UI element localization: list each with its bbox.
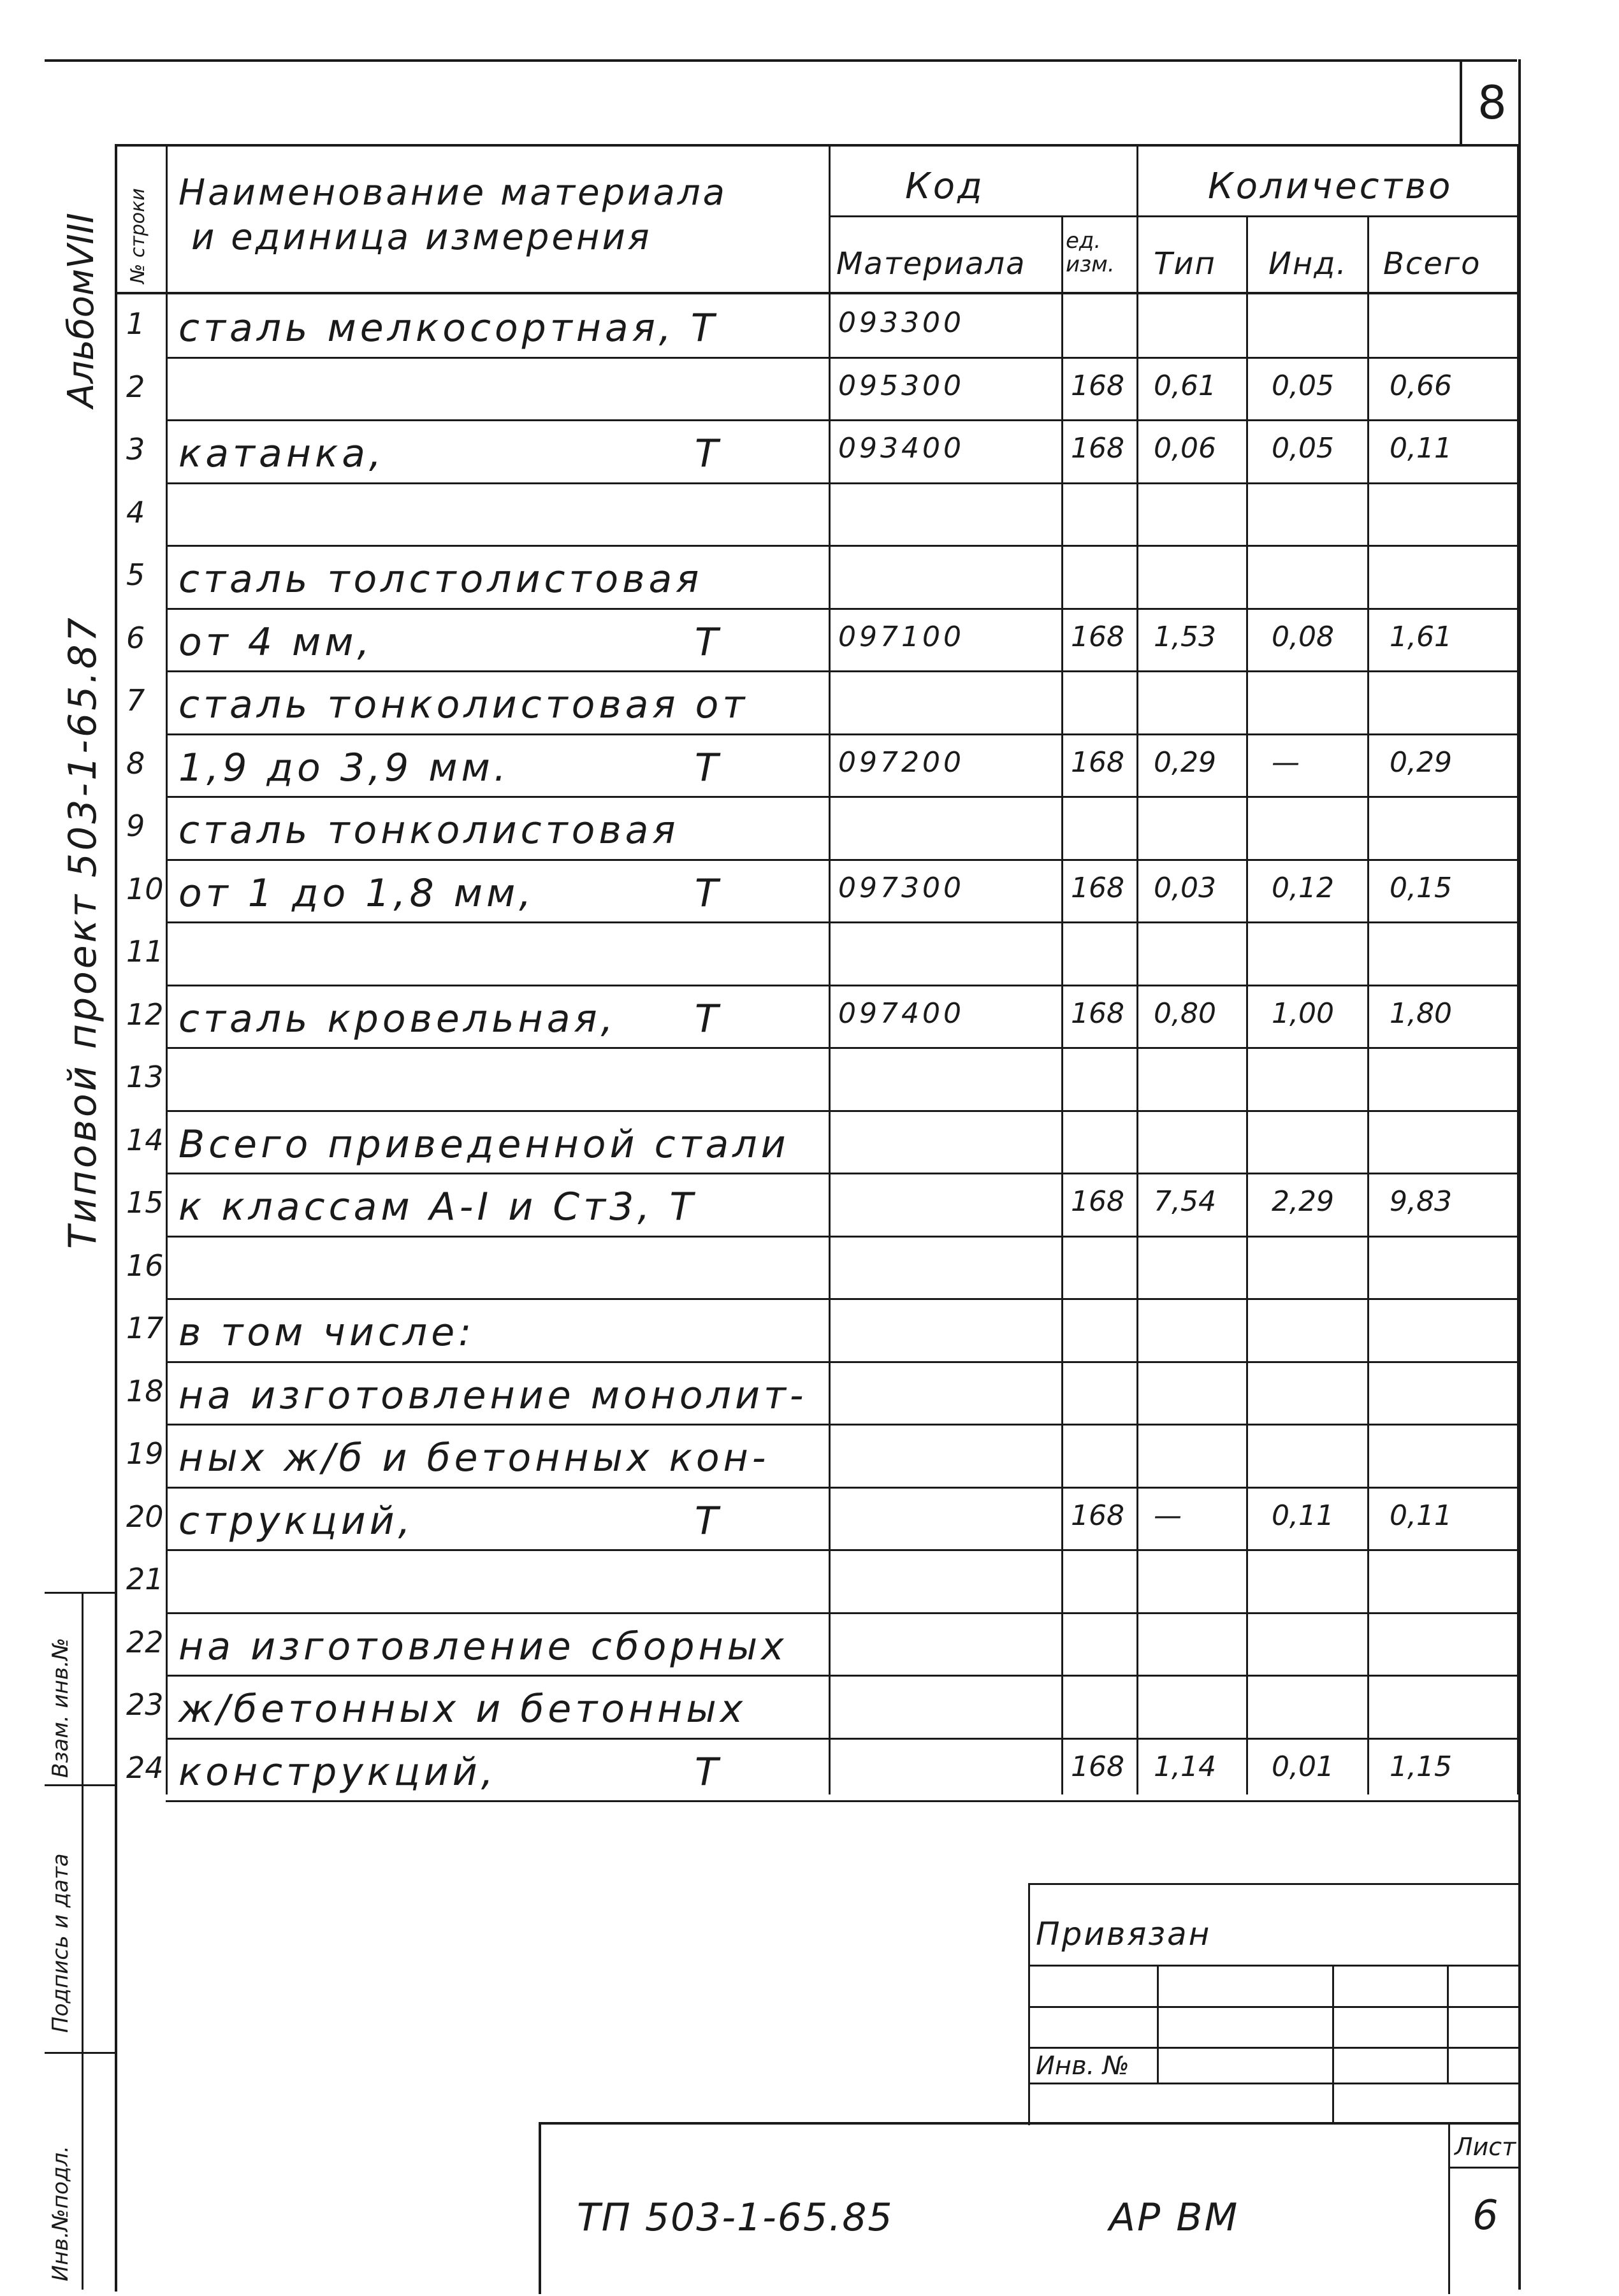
margin-album-label: АльбомVIII — [61, 212, 102, 408]
row-qty-tip: 0,03 — [1154, 871, 1216, 904]
top-border-line — [45, 59, 1517, 62]
sheet-box-left — [1448, 2122, 1450, 2294]
row-code: 097400 — [838, 997, 964, 1030]
header-qty-group: Количество — [1208, 166, 1453, 207]
row-name: катанка, — [178, 431, 386, 476]
name-col-line — [829, 144, 831, 1794]
stamp-privyazan: Привязан — [1036, 1916, 1212, 1953]
row-number: 9 — [126, 809, 145, 843]
row-name: сталь толстолистовая — [178, 557, 703, 602]
header-qty-tip: Тип — [1154, 246, 1216, 282]
header-name-line1: Наименование материала — [178, 172, 727, 213]
row-unit: 168 — [1071, 1750, 1124, 1783]
row-name: на изготовление монолит- — [178, 1373, 808, 1418]
row-name: от 4 мм, — [178, 619, 374, 665]
stamp-col-c — [1447, 1965, 1449, 2083]
row-qty-tip: 7,54 — [1154, 1185, 1216, 1218]
row-qty-ind: — — [1272, 746, 1300, 779]
row-unit-letter: Т — [695, 996, 722, 1041]
tip-col-line — [1136, 144, 1138, 1794]
row-separator — [166, 1675, 1519, 1677]
row-unit-letter: Т — [695, 870, 722, 916]
page-number-box-left — [1460, 59, 1462, 145]
row-name: конструкций, — [178, 1749, 497, 1794]
table-right-line — [1517, 144, 1519, 1794]
row-number: 18 — [126, 1373, 164, 1408]
row-unit-letter: Т — [695, 431, 722, 476]
row-unit: 168 — [1071, 432, 1124, 465]
header-name-line2: и единица измерения — [191, 217, 652, 258]
row-name: струкций, — [178, 1498, 414, 1543]
margin-vzam-inv: Взам. инв.№ — [48, 1637, 73, 1778]
row-qty-total: 9,83 — [1390, 1185, 1452, 1218]
row-qty-total: 0,29 — [1390, 746, 1452, 779]
header-mid-line — [829, 215, 1519, 217]
row-name: в том числе: — [178, 1310, 476, 1355]
row-unit-letter: Т — [695, 1749, 722, 1794]
row-number: 11 — [126, 934, 164, 969]
row-unit: 168 — [1071, 997, 1124, 1030]
header-row-no: № строки — [127, 188, 149, 284]
row-name: Всего приведенной стали — [178, 1122, 790, 1167]
titleblock-top — [539, 2122, 1519, 2125]
row-code: 097300 — [838, 871, 964, 904]
row-number: 2 — [126, 369, 145, 404]
row-separator — [166, 357, 1519, 359]
row-separator — [166, 1236, 1519, 1238]
row-qty-ind: 1,00 — [1272, 997, 1334, 1030]
row-name: сталь тонколистовая — [178, 808, 679, 853]
row-number: 21 — [126, 1562, 164, 1596]
stamp-inv-no: Инв. № — [1036, 2051, 1129, 2081]
row-number: 7 — [126, 683, 145, 718]
row-number: 16 — [126, 1248, 164, 1283]
row-separator — [166, 1110, 1519, 1112]
row-separator — [166, 1173, 1519, 1174]
stamp-line-d — [1028, 2083, 1519, 2084]
row-unit: 168 — [1071, 369, 1124, 402]
header-code-unit: ед. изм. — [1066, 228, 1115, 278]
row-unit: 168 — [1071, 746, 1124, 779]
row-qty-total: 0,11 — [1390, 1499, 1452, 1532]
row-separator — [166, 1361, 1519, 1363]
row-qty-total: 0,15 — [1390, 871, 1452, 904]
row-qty-ind: 0,11 — [1272, 1499, 1334, 1532]
row-qty-tip: 1,14 — [1154, 1750, 1216, 1783]
row-code: 095300 — [838, 369, 964, 402]
row-separator — [166, 1738, 1519, 1740]
row-unit: 168 — [1071, 1499, 1124, 1532]
row-qty-total: 0,11 — [1390, 432, 1452, 465]
row-separator — [166, 545, 1519, 547]
row-separator — [166, 796, 1519, 798]
total-col-line — [1367, 217, 1369, 1794]
margin-project-label: Типовой проект 503-1-65.87 — [61, 615, 105, 1249]
row-name: сталь кровельная, — [178, 996, 617, 1041]
row-separator — [166, 482, 1519, 484]
row-unit-letter: Т — [695, 745, 722, 790]
row-separator — [166, 859, 1519, 861]
header-qty-ind: Инд. — [1268, 246, 1347, 282]
row-number: 17 — [126, 1311, 164, 1345]
margin-stamp-col — [82, 1592, 83, 2290]
row-code: 093400 — [838, 432, 964, 465]
table-top-line — [115, 144, 1521, 147]
row-qty-tip: 1,53 — [1154, 620, 1216, 653]
row-qty-tip: 0,61 — [1154, 369, 1216, 402]
stamp-line-b — [1028, 2006, 1519, 2008]
row-separator — [166, 921, 1519, 923]
header-code-group: Код — [905, 166, 985, 207]
row-code: 097100 — [838, 620, 964, 653]
header-qty-total: Всего — [1383, 246, 1481, 282]
stamp-col-a — [1157, 1965, 1159, 2083]
stamp-outer-top — [1028, 1883, 1519, 1885]
row-unit-letter: Т — [695, 619, 722, 665]
row-number: 24 — [126, 1750, 164, 1785]
row-number: 6 — [126, 620, 145, 655]
row-qty-tip: 0,80 — [1154, 997, 1216, 1030]
row-name: ных ж/б и бетонных кон- — [178, 1436, 770, 1480]
row-number: 12 — [126, 997, 164, 1032]
row-separator — [166, 1047, 1519, 1049]
row-separator — [166, 670, 1519, 672]
row-qty-tip: — — [1154, 1499, 1182, 1532]
header-bottom-line — [115, 292, 1519, 294]
row-number: 14 — [126, 1122, 164, 1157]
titleblock-sheet-label: Лист — [1455, 2133, 1516, 2161]
row-number: 23 — [126, 1687, 164, 1722]
row-qty-total: 1,15 — [1390, 1750, 1452, 1783]
sheet-box-mid — [1448, 2167, 1519, 2169]
row-qty-tip: 0,29 — [1154, 746, 1216, 779]
left-frame-line — [115, 144, 117, 2292]
row-separator — [166, 985, 1519, 986]
row-separator — [166, 1424, 1519, 1426]
row-name: сталь мелкосортная, Т — [178, 306, 718, 350]
row-number: 5 — [126, 558, 145, 592]
titleblock-left — [539, 2122, 541, 2294]
row-name: 1,9 до 3,9 мм. — [178, 745, 510, 790]
row-separator — [166, 733, 1519, 735]
stamp-outer-left — [1028, 1883, 1030, 2125]
row-qty-total: 0,66 — [1390, 369, 1452, 402]
stamp-line-a — [1028, 1965, 1519, 1967]
page-number: 8 — [1477, 76, 1507, 129]
row-separator — [166, 419, 1519, 421]
row-separator — [166, 608, 1519, 610]
row-qty-total: 1,80 — [1390, 997, 1452, 1030]
row-number: 15 — [126, 1185, 164, 1220]
row-code: 097200 — [838, 746, 964, 779]
row-qty-total: 1,61 — [1390, 620, 1452, 653]
row-separator — [166, 1549, 1519, 1551]
row-code: 093300 — [838, 307, 964, 339]
row-unit-letter: Т — [695, 1498, 722, 1543]
margin-signature-date: Подпись и дата — [48, 1853, 73, 2033]
row-qty-tip: 0,06 — [1154, 432, 1216, 465]
row-name: от 1 до 1,8 мм, — [178, 870, 535, 916]
row-qty-ind: 0,05 — [1272, 432, 1334, 465]
row-number: 4 — [126, 495, 145, 530]
margin-stamp-top-line — [45, 1592, 116, 1594]
stamp-line-c — [1028, 2047, 1519, 2049]
margin-stamp-line-3 — [45, 2052, 116, 2054]
row-unit: 168 — [1071, 871, 1124, 904]
row-qty-ind: 2,29 — [1272, 1185, 1334, 1218]
row-unit: 168 — [1071, 620, 1124, 653]
margin-stamp-line-2 — [45, 1784, 116, 1786]
row-number: 13 — [126, 1060, 164, 1094]
row-number: 3 — [126, 432, 145, 466]
titleblock-sheet-no: 6 — [1472, 2192, 1499, 2239]
row-number: 19 — [126, 1436, 164, 1471]
stamp-col-b — [1332, 1965, 1334, 2124]
row-number: 8 — [126, 746, 145, 781]
row-qty-ind: 0,01 — [1272, 1750, 1334, 1783]
row-number: 10 — [126, 871, 164, 906]
row-number: 1 — [126, 307, 145, 341]
rowno-col-line — [166, 144, 168, 1794]
row-name: к классам А-I и Ст3, Т — [178, 1185, 697, 1229]
row-qty-ind: 0,05 — [1272, 369, 1334, 402]
row-separator — [166, 1298, 1519, 1300]
row-separator — [166, 1800, 1519, 1802]
row-qty-ind: 0,12 — [1272, 871, 1334, 904]
row-separator — [166, 1612, 1519, 1614]
row-unit: 168 — [1071, 1185, 1124, 1218]
titleblock-doc-code: ТП 503-1-65.85 — [577, 2195, 894, 2240]
row-number: 20 — [126, 1499, 164, 1534]
row-name: на изготовление сборных — [178, 1624, 788, 1669]
unit-col-line — [1061, 217, 1063, 1794]
ind-col-line — [1246, 217, 1248, 1794]
header-code-material: Материала — [836, 246, 1026, 282]
row-qty-ind: 0,08 — [1272, 620, 1334, 653]
titleblock-section: АР ВМ — [1109, 2195, 1240, 2240]
margin-inv-podl: Инв.№подл. — [48, 2146, 73, 2281]
row-name: ж/бетонных и бетонных — [178, 1687, 747, 1731]
row-name: сталь тонколистовая от — [178, 682, 749, 727]
row-separator — [166, 1487, 1519, 1489]
row-number: 22 — [126, 1624, 164, 1659]
